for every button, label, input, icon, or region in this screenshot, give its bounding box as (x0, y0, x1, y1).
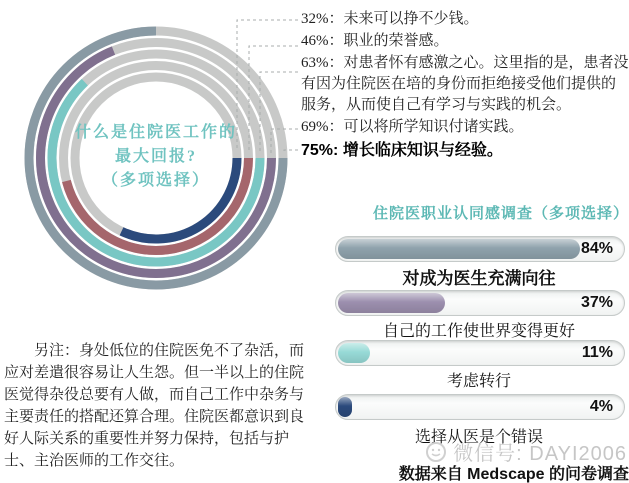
reward-pct-46: 46%： (301, 33, 344, 49)
bar-track-4 (335, 394, 625, 420)
reward-list (301, 9, 629, 162)
note-paragraph: 另注：身处低位的住院医免不了杂活，而应对差遣很容易让人生怨。但一半以上的住院医觉得杂役总要有人做，而自己工作中杂务与主要责任的搭配还算合理。住院医都意识到良好人际关系的重要性并努力保持，包括与护士、主治医师的工作交往。 (4, 343, 305, 469)
reward-item-46 (301, 31, 629, 52)
donut-title-line2: 最大回报? (114, 148, 197, 165)
bar-track-3 (335, 340, 625, 366)
bar-fill-3 (338, 343, 370, 363)
bar-value-3: 11% (581, 344, 613, 361)
bar-caption-1: 对成为医生充满向往 (402, 269, 556, 288)
reward-pct-63: 63%： (301, 55, 344, 71)
bar-track-1 (335, 236, 625, 262)
donut-title-line3: （多项选择） (101, 172, 210, 189)
reward-text-46: 职业的荣誉感。 (343, 33, 449, 49)
reward-pct-69: 69%： (301, 119, 344, 135)
bar-value-2: 37% (580, 294, 613, 311)
bar-caption-4: 选择从医是个错误 (414, 429, 543, 446)
bar-fill-4 (338, 397, 352, 417)
smiley-logo-icon (425, 441, 447, 463)
reward-item-32 (301, 9, 629, 30)
bar-value-4: 4% (589, 398, 613, 415)
watermark-text: 微信号: DAYI2006 (453, 443, 627, 465)
reward-text-75: 增长临床知识与经验。 (342, 142, 503, 159)
bar-track-2 (335, 290, 625, 316)
bar-fill-1 (338, 239, 580, 259)
reward-item-75 (301, 140, 629, 161)
reward-item-69 (301, 117, 629, 138)
reward-text-63: 对患者怀有感激之心。这里指的是，患者没有因为住院医在培的身份而拒绝接受他们提供的服务，从而使自己有学习与实践的机会。 (301, 55, 629, 113)
data-source: 数据来自 Medscape 的问卷调查 (398, 466, 629, 483)
reward-pct-75: 75%: (301, 142, 339, 159)
bar-value-1: 84% (580, 240, 613, 257)
reward-item-63 (301, 53, 629, 116)
bar-fill-2 (338, 293, 445, 313)
reward-pct-32: 32%： (301, 11, 344, 27)
reward-text-32: 未来可以挣不少钱。 (343, 11, 479, 27)
donut-center-title (46, 121, 266, 193)
donut-title-line1: 什么是住院医工作的 (74, 124, 237, 141)
bar-chart-section (335, 200, 629, 483)
reward-text-69: 可以将所学知识付诸实践。 (343, 119, 524, 135)
bar-caption-3: 考虑转行 (446, 373, 511, 390)
bar-chart-title: 住院医职业认同感调查（多项选择） (372, 205, 629, 222)
bar-caption-2: 自己的工作使世界变得更好 (382, 323, 575, 340)
